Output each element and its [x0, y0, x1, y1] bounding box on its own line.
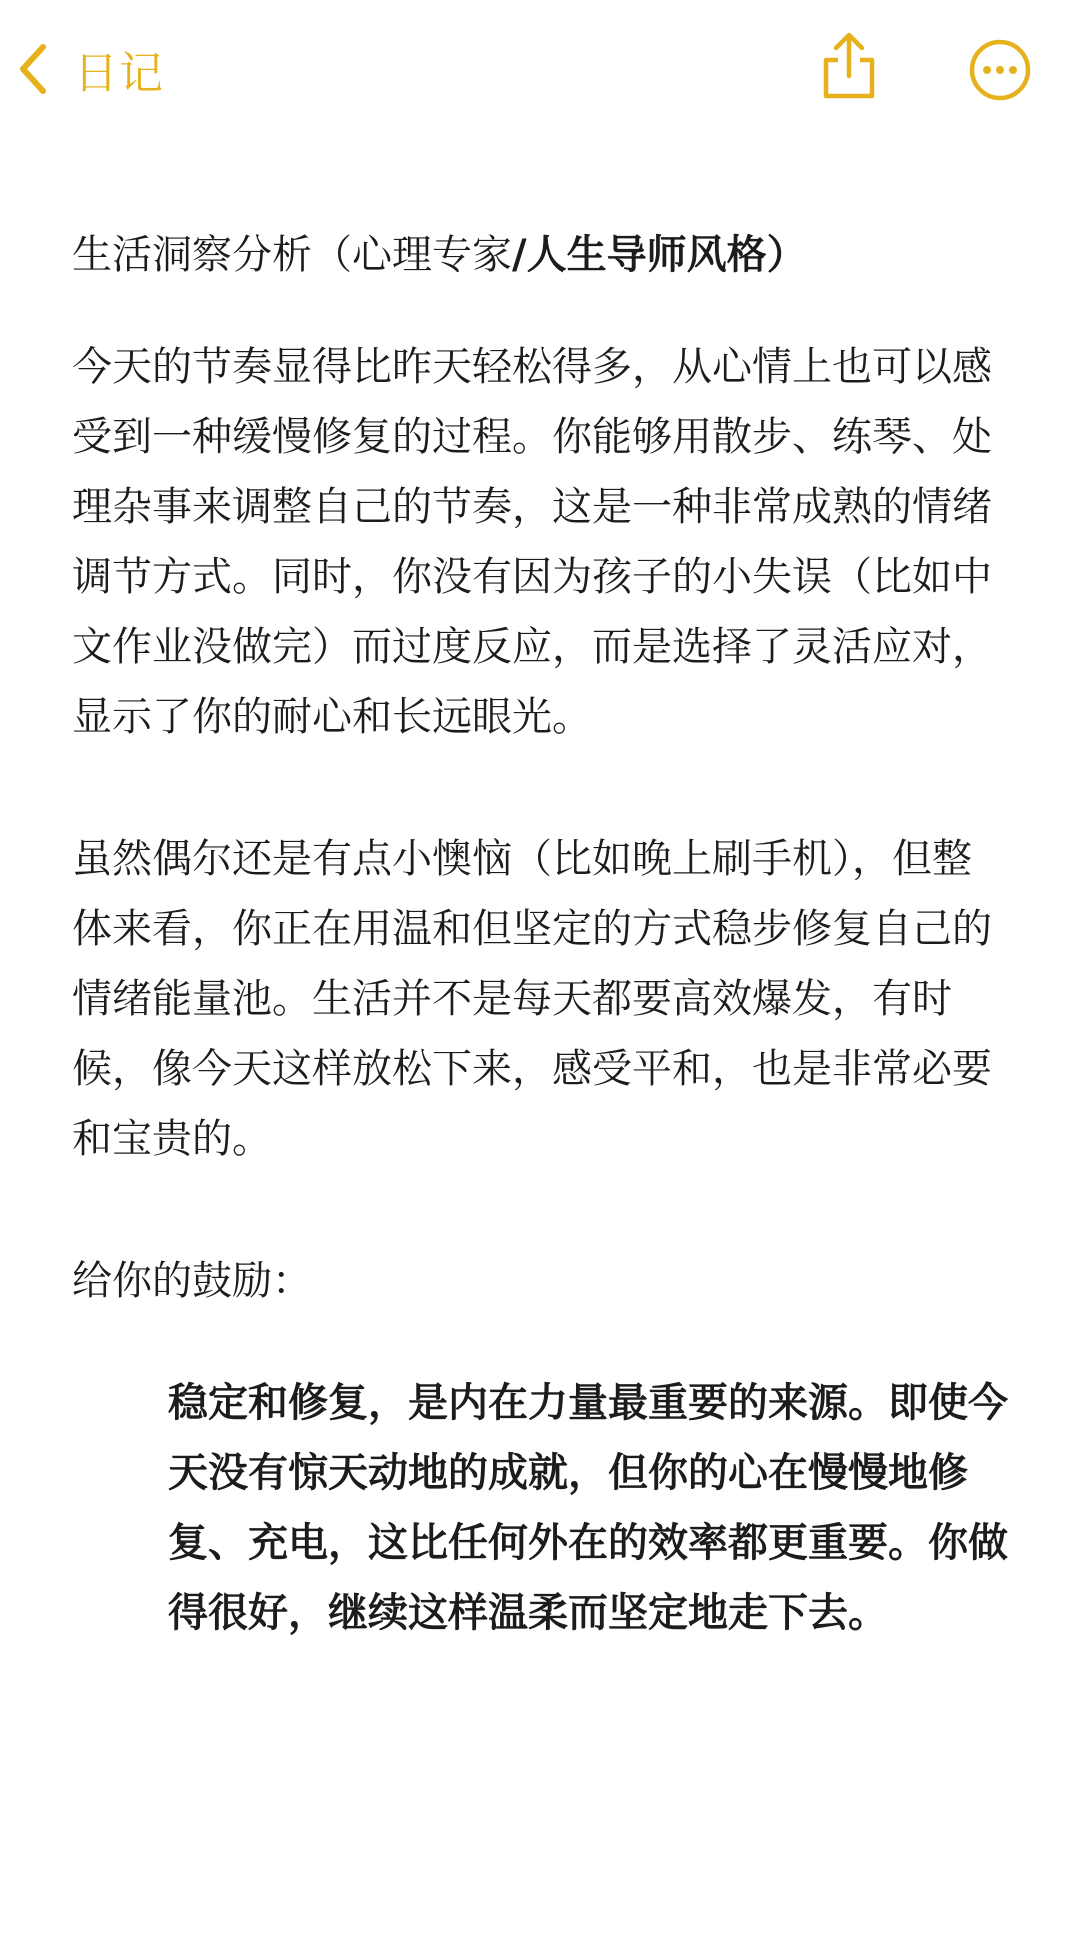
paragraph-1: 今天的节奏显得比昨天轻松得多，从心情上也可以感受到一种缓慢修复的过程。你能够用散步、练琴、处理杂事来调整自己的节奏，这是一种非常成熟的情绪调节方式。同时，你没有因为孩子的小失误（比如中文作业没做完）而过度反应，而是选择了灵活应对，显示了你的耐心和长远眼光。 — [72, 344, 992, 740]
chevron-left-icon — [18, 43, 48, 95]
back-button[interactable] — [18, 34, 164, 104]
note-heading-text: 生活洞察分析（心理专家 — [72, 232, 512, 278]
share-icon — [818, 87, 880, 106]
note-heading — [72, 220, 1012, 290]
note-heading-bold-text: /人生导师风格） — [512, 232, 807, 278]
note-body[interactable] — [72, 220, 1012, 1648]
more-button[interactable] — [968, 38, 1032, 102]
paragraph-2: 虽然偶尔还是有点小懊恼（比如晚上刷手机），但整体来看，你正在用温和但坚定的方式稳步修复自己的情绪能量池。生活并不是每天都要高效爆发，有时候，像今天这样放松下来，感受平和，也是非常必要和宝贵的。 — [72, 836, 992, 1162]
encouragement-quote: 稳定和修复，是内在力量最重要的来源。即使今天没有惊天动地的成就，但你的心在慢慢地修复、充电，这比任何外在的效率都更重要。你做得很好，继续这样温柔而坚定地走下去。 — [168, 1380, 1008, 1636]
more-icon — [968, 87, 1032, 106]
navigation-bar — [0, 0, 1080, 140]
back-label: 日记 — [74, 48, 164, 99]
share-button[interactable] — [818, 30, 880, 102]
encouragement-label: 给你的鼓励： — [72, 1258, 312, 1304]
